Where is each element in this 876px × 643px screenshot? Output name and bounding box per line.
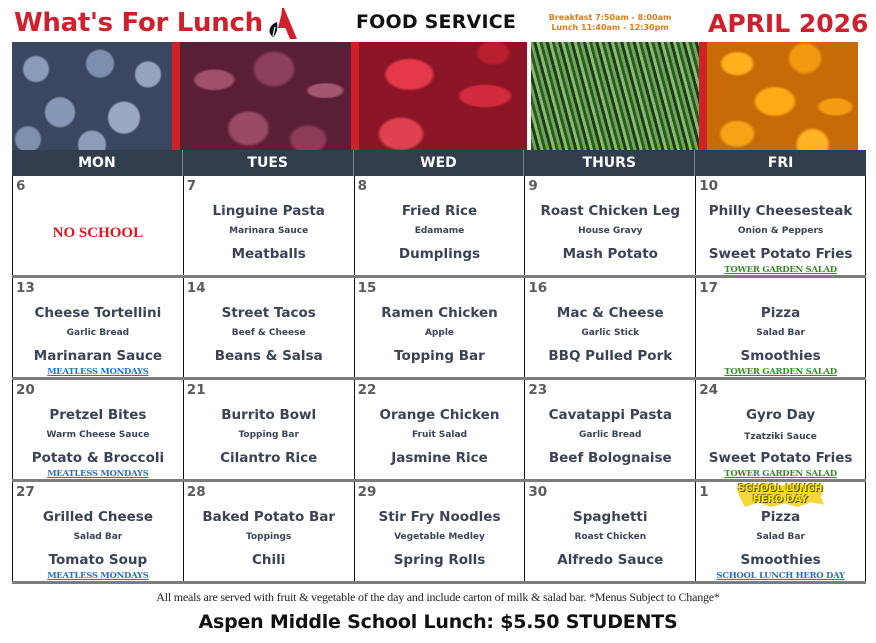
- second-item: Sweet Potato Fries: [708, 450, 853, 466]
- entree: Philly Cheesesteak: [708, 203, 853, 219]
- second-item: Beans & Salsa: [214, 348, 323, 364]
- side-item: Edamame: [414, 226, 465, 236]
- day-cell: [183, 380, 354, 479]
- day-number: 21: [186, 382, 206, 398]
- side-item: Marinara Sauce: [229, 226, 309, 236]
- day-number: 14: [186, 280, 206, 296]
- side-item: Warm Cheese Sauce: [46, 430, 150, 440]
- entree: Pizza: [760, 509, 801, 525]
- tower-garden-salad-link[interactable]: TOWER GARDEN SALAD: [724, 367, 837, 377]
- breakfast-hours: Breakfast 7:50am - 8:00am: [548, 13, 672, 22]
- day-cell: [354, 482, 525, 581]
- entree: Street Tacos: [221, 305, 316, 321]
- weekday-mon: MON: [12, 150, 183, 176]
- tower-garden-salad-link[interactable]: TOWER GARDEN SALAD: [724, 265, 837, 275]
- side-item: Toppings: [246, 532, 292, 542]
- entree: Cheese Tortellini: [34, 305, 162, 321]
- week-row: [12, 176, 866, 278]
- day-number: 22: [357, 382, 377, 398]
- entree: Mac & Cheese: [556, 305, 664, 321]
- second-item: Sweet Potato Fries: [708, 246, 853, 262]
- side-item: Topping Bar: [238, 430, 299, 440]
- day-cell: [12, 380, 183, 479]
- second-item: Smoothies: [740, 552, 821, 568]
- weekday-thurs: THURS: [524, 150, 695, 176]
- second-item: Spring Rolls: [393, 552, 486, 568]
- side-item: Onion & Peppers: [737, 226, 824, 236]
- entree: Fried Rice: [401, 203, 478, 219]
- lunch-price: Aspen Middle School Lunch: $5.50 STUDENTS: [198, 611, 678, 633]
- day-number: 23: [528, 382, 548, 398]
- side-item: Garlic Bread: [66, 328, 130, 338]
- day-cell: [354, 278, 525, 377]
- day-cell: [524, 278, 695, 377]
- weekday-fri: FRI: [767, 155, 794, 171]
- title-row: [0, 0, 876, 42]
- green-beans-photo: [531, 42, 699, 150]
- side-item: Beef & Cheese: [231, 328, 306, 338]
- entree: Baked Potato Bar: [202, 509, 336, 525]
- day-cell: [695, 380, 866, 479]
- day-cell: [524, 482, 695, 581]
- strawberries-photo: [359, 42, 527, 150]
- peppers-photo: [707, 42, 858, 150]
- second-item: Tomato Soup: [48, 552, 148, 568]
- day-cell: [183, 278, 354, 377]
- day-number: 13: [16, 280, 35, 296]
- day-number: 27: [16, 484, 35, 500]
- meatless-mondays-link[interactable]: MEATLESS MONDAYS: [47, 367, 149, 377]
- day-number: 24: [699, 382, 718, 398]
- hero-badge-line2: HERO DAY: [752, 494, 808, 505]
- weekday-tues: TUES: [183, 150, 354, 176]
- second-item: BBQ Pulled Pork: [548, 348, 673, 364]
- entree: Pretzel Bites: [49, 407, 147, 423]
- tower-garden-salad-link[interactable]: TOWER GARDEN SALAD: [724, 469, 837, 479]
- side-item: Garlic Stick: [581, 328, 640, 338]
- service-hours: [548, 13, 672, 33]
- day-number: 20: [16, 382, 35, 398]
- weekday-header: [12, 150, 866, 176]
- hero-badge-line1: SCHOOL LUNCH: [737, 483, 823, 494]
- lunch-hours: Lunch 11:40am - 12:30pm: [551, 23, 669, 32]
- side-item: Fruit Salad: [411, 430, 468, 440]
- second-item: Jasmine Rice: [391, 450, 488, 466]
- aspen-logo-icon: [264, 6, 298, 40]
- day-cell: [12, 278, 183, 377]
- day-cell: [524, 176, 695, 275]
- no-school-label: NO SCHOOL: [52, 225, 144, 241]
- side-item: House Gravy: [578, 226, 643, 236]
- page-title: What's For Lunch: [14, 8, 263, 38]
- day-number: 6: [16, 178, 26, 194]
- side-item: Tzatziki Sauce: [744, 432, 817, 442]
- meatless-mondays-link[interactable]: MEATLESS MONDAYS: [47, 571, 149, 581]
- entree: Linguine Pasta: [212, 203, 325, 219]
- second-item: Marinaran Sauce: [33, 348, 163, 364]
- week-row: [12, 482, 866, 584]
- side-item: Garlic Bread: [579, 430, 642, 440]
- school-lunch-hero-day-badge: [736, 479, 824, 511]
- blueberries-photo: [12, 42, 172, 150]
- entree: Gyro Day: [745, 407, 816, 423]
- photo-banner: [12, 42, 866, 150]
- meatless-mondays-link[interactable]: MEATLESS MONDAYS: [47, 469, 149, 479]
- day-cell: [12, 176, 183, 275]
- second-item: Topping Bar: [394, 348, 485, 364]
- day-cell: [183, 176, 354, 275]
- day-number: 1: [699, 484, 709, 500]
- side-item: Salad Bar: [756, 532, 805, 542]
- day-cell: [12, 482, 183, 581]
- day-number: 30: [528, 484, 548, 500]
- day-number: 9: [528, 178, 538, 194]
- banner-divider: [351, 42, 359, 150]
- second-item: Cilantro Rice: [220, 450, 318, 466]
- day-cell: [695, 482, 866, 581]
- day-cell: [695, 278, 866, 377]
- side-item: Apple: [424, 328, 455, 338]
- grapes-photo: [180, 42, 351, 150]
- entree: Cavatappi Pasta: [548, 407, 672, 423]
- entree: Ramen Chicken: [381, 305, 498, 321]
- month-label: APRIL 2026: [708, 9, 869, 38]
- side-item: Salad Bar: [756, 328, 805, 338]
- school-lunch-hero-day-link[interactable]: SCHOOL LUNCH HERO DAY: [716, 571, 845, 581]
- department-label: FOOD SERVICE: [356, 11, 517, 33]
- hero-badge-text: [736, 483, 824, 505]
- entree: Roast Chicken Leg: [540, 203, 681, 219]
- banner-divider: [172, 42, 180, 150]
- day-number: 8: [357, 178, 367, 194]
- second-item: Alfredo Sauce: [557, 552, 664, 568]
- day-number: 15: [357, 280, 377, 296]
- entree: Orange Chicken: [379, 407, 500, 423]
- entree: Pizza: [760, 305, 801, 321]
- day-cell: [354, 176, 525, 275]
- second-item: Potato & Broccoli: [31, 450, 165, 466]
- entree: Spaghetti: [573, 509, 648, 525]
- day-number: 10: [699, 178, 718, 194]
- side-item: Roast Chicken: [574, 532, 647, 542]
- day-number: 28: [186, 484, 206, 500]
- footer-note: All meals are served with fruit & vegetable of the day and include carton of milk & salad bar. *Menus Subject to Change*: [156, 590, 720, 604]
- day-cell: [183, 482, 354, 581]
- second-item: Beef Bolognaise: [548, 450, 672, 466]
- day-number: 29: [357, 484, 377, 500]
- second-item: Dumplings: [398, 246, 481, 262]
- entree: Grilled Cheese: [42, 509, 153, 525]
- second-item: Smoothies: [740, 348, 821, 364]
- second-item: Meatballs: [231, 246, 306, 262]
- side-item: Salad Bar: [73, 532, 123, 542]
- entree: Burrito Bowl: [221, 407, 317, 423]
- second-item: Chili: [251, 552, 286, 568]
- day-number: 17: [699, 280, 718, 296]
- day-cell: [695, 176, 866, 275]
- weekday-wed: WED: [354, 150, 525, 176]
- day-number: 7: [186, 178, 197, 194]
- week-row: [12, 278, 866, 380]
- day-cell: [524, 380, 695, 479]
- week-row: [12, 380, 866, 482]
- day-number: 16: [528, 280, 548, 296]
- side-item: Vegetable Medley: [394, 532, 485, 542]
- menu-calendar: [12, 150, 866, 584]
- second-item: Mash Potato: [562, 246, 658, 262]
- banner-divider: [699, 42, 707, 150]
- day-cell: [354, 380, 525, 479]
- entree: Stir Fry Noodles: [378, 509, 501, 525]
